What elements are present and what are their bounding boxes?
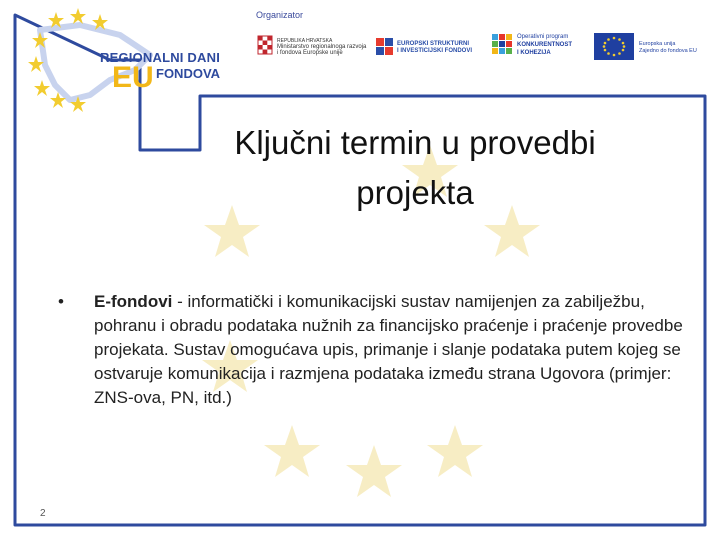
slide-title <box>150 118 680 218</box>
organizer-label: Organizator <box>256 10 304 20</box>
bullet-term: E-fondovi <box>94 292 173 311</box>
title-line1: Ključni termin u provedbi <box>234 124 596 161</box>
esif-logo-icon <box>376 38 393 55</box>
logo-line2: FONDOVA <box>156 66 221 81</box>
title-line2: projekta <box>356 174 474 211</box>
eu-flag-icon <box>594 33 634 60</box>
faint-star-icon <box>346 445 402 497</box>
ministry-text <box>277 38 366 56</box>
ministry-line: i fondova Europske unije <box>277 50 343 56</box>
logo-eu: EU <box>112 61 154 94</box>
eu-text <box>639 41 697 55</box>
eu-line: Zajedno do fondova EU <box>639 48 697 54</box>
faint-star-icon <box>427 425 483 477</box>
op-line: I KOHEZIJA <box>517 50 551 56</box>
bullet-definition: - informatički i komunikacijski sustav namijenjen za zabilježbu, pohranu i obradu podataka nužnih za financijsko praćenje i praćenje provedbe projekata. Sustav omogućava upis, primanje i slanje podataka putem kojeg se ostvaruje komunikacija i razmjena podataka između strana Ugovora (primjer: ZNS-ova, PN, itd.) <box>94 292 683 407</box>
bullet-paragraph <box>94 290 688 410</box>
op-line: KONKURENTNOST <box>517 42 572 48</box>
ministry-line: Ministarstvo regionalnoga razvoja <box>277 44 367 50</box>
op-line: Operativni program <box>517 34 569 40</box>
ministry-line: REPUBLIKA HRVATSKA <box>277 38 333 44</box>
eu-line: Europska unija <box>639 41 676 47</box>
bullet-item <box>58 290 688 410</box>
faint-star-icon <box>264 425 320 477</box>
page-number: 2 <box>40 508 46 519</box>
star-icon <box>70 8 86 24</box>
star-icon <box>34 80 50 96</box>
logo-line1: REGIONALNI DANI <box>100 50 220 65</box>
esif-text <box>397 41 472 55</box>
op-logo-icon <box>492 34 512 54</box>
esif-line: I INVESTICIJSKI FONDOVI <box>397 48 473 54</box>
op-text <box>517 33 572 57</box>
esif-line: EUROPSKI STRUKTURNI <box>397 41 470 47</box>
bullet-icon: • <box>58 292 64 311</box>
coat-of-arms-icon <box>258 36 272 54</box>
